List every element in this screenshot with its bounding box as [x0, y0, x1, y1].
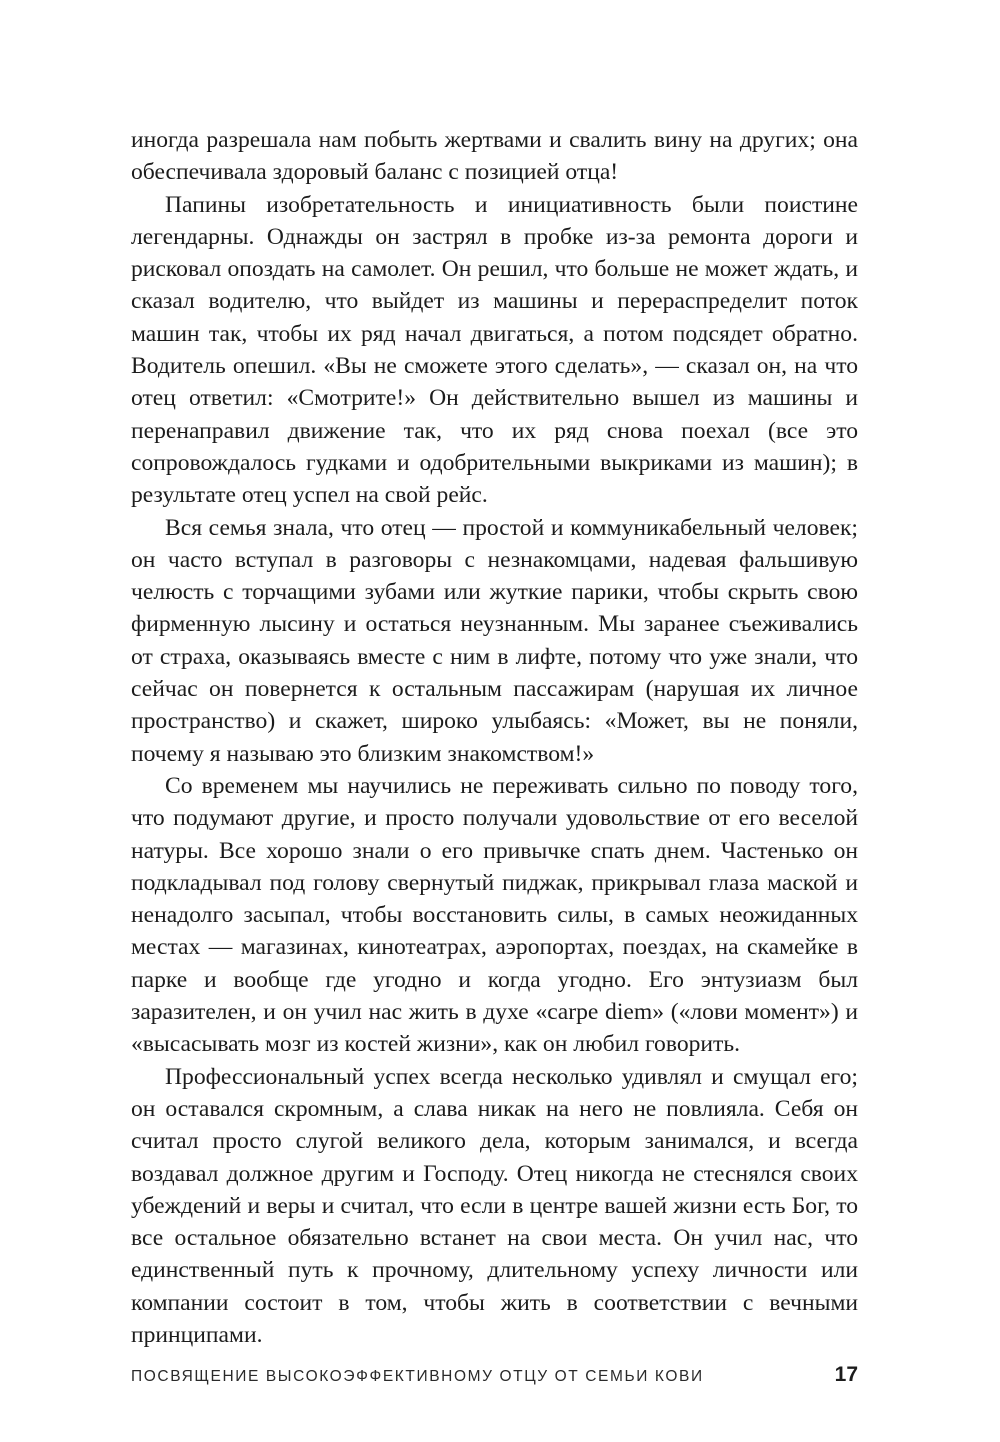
running-title: ПОСВЯЩЕНИЕ ВЫСОКОЭФФЕКТИВНОМУ ОТЦУ ОТ СЕМЬИ КОВИ — [131, 1368, 704, 1385]
paragraph: Папины изобретательность и инициативность были поистине легендарны. Однажды он застрял в пробке из-за ремонта дороги и рисковал опоздать на самолет. Он решил, что больше не может ждать, и сказал водителю, что выйдет из машины и перераспределит поток машин так, чтобы их ряд начал двигаться, а потом подсядет обратно. Водитель опешил. «Вы не сможете этого сделать», — сказал он, на что отец ответил: «Смотрите!» Он действительно вышел из машины и перенаправил движение так, что их ряд снова поехал (все это сопровождалось гудками и одобрительными выкриками из машин); в результате отец успел на свой рейс. — [131, 191, 858, 509]
paragraph-continued: иногда разрешала нам побыть жертвами и свалить вину на других; она обеспечивала здоровый баланс с позицией отца! — [131, 127, 858, 186]
paragraph: Вся семья знала, что отец — простой и коммуникабельный человек; он часто вступал в разговоры с незнакомцами, надевая фальшивую челюсть с торчащими зубами или жуткие парики, чтобы скрыть свою фирменную лысину и остаться неузнанным. Мы заранее съеживались от страха, оказываясь вместе с ним в лифте, потому что уже знали, что сейчас он повернется к остальным пассажирам (нарушая их личное пространство) и скажет, широко улыбаясь: «Может, вы не поняли, почему я называю это близким знакомством!» — [131, 514, 858, 767]
paragraph: Со временем мы научились не переживать сильно по поводу того, что подумают другие, и просто получали удовольствие от его веселой натуры. Все хорошо знали о его привычке спать днем. Частенько он подкладывал под голову свернутый пиджак, прикрывал глаза маской и ненадолго засыпал, чтобы восстановить силы, в самых неожиданных местах — магазинах, кинотеатрах, аэропортах, поездах, на скамейке в парке и вообще где угодно и когда угодно. Его энтузиазм был заразителен, и он учил нас жить в духе «carpe diem» («лови момент») и «высасывать мозг из костей жизни», как он любил говорить. — [131, 772, 858, 1058]
body-text — [131, 124, 858, 1351]
page-number: 17 — [834, 1363, 858, 1386]
paragraph: Профессиональный успех всегда несколько удивлял и смущал его; он оставался скромным, а слава никак на него не повлияла. Себя он считал просто слугой великого дела, которым занимался, и всегда воздавал должное другим и Господу. Отец никогда не стеснялся своих убеждений и веры и считал, что если в центре вашей жизни есть Бог, то все остальное обязательно встанет на свои места. Он учил нас, что единственный путь к прочному, длительному успеху личности или компании состоит в том, чтобы жить в соответствии с вечными принципами. — [131, 1063, 858, 1348]
running-footer — [131, 1363, 858, 1391]
